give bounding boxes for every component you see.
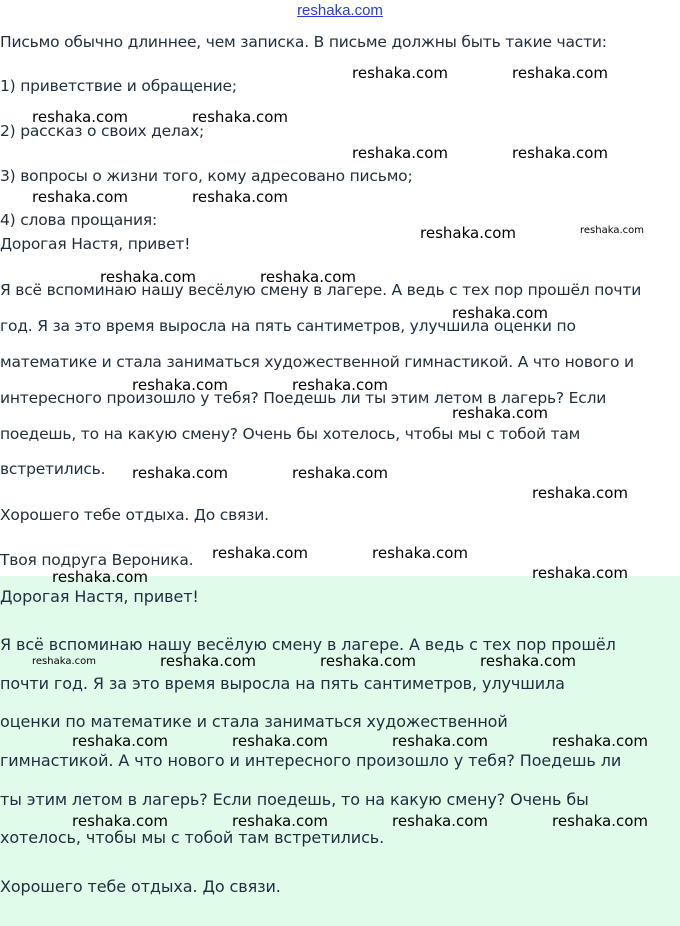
answer-line: гимнастикой. А что нового и интересного произошло у тебя? Поедешь ли <box>0 751 622 770</box>
watermark: reshaka.com <box>320 652 416 670</box>
answer-line: хотелось, чтобы мы с тобой там встретились. <box>0 828 385 847</box>
answer-line: почти год. Я за это время выросла на пять сантиметров, улучшила <box>0 674 565 693</box>
answer-closing: Хорошего тебе отдыха. До связи. <box>0 877 281 896</box>
answer-line: ты этим летом в лагерь? Если поедешь, то на какую смену? Очень бы <box>0 790 589 809</box>
watermark: reshaka.com <box>32 108 128 126</box>
letter-greeting: Дорогая Настя, привет! <box>0 235 191 253</box>
watermark: reshaka.com <box>32 656 96 667</box>
letter-line: интересного произошло у тебя? Поедешь ли ты этим летом в лагерь? Если <box>0 389 607 407</box>
task-part: 2) рассказ о своих делах; <box>0 122 205 140</box>
watermark: reshaka.com <box>532 484 628 502</box>
watermark: reshaka.com <box>132 464 228 482</box>
watermark: reshaka.com <box>52 568 148 586</box>
watermark: reshaka.com <box>72 732 168 750</box>
answer-line: Я всё вспоминаю нашу весёлую смену в лагере. А ведь с тех пор прошёл <box>0 635 616 654</box>
watermark: reshaka.com <box>352 144 448 162</box>
task-part: 3) вопросы о жизни того, кому адресовано письмо; <box>0 167 413 185</box>
watermark: reshaka.com <box>260 268 356 286</box>
watermark: reshaka.com <box>232 732 328 750</box>
watermark: reshaka.com <box>372 544 468 562</box>
watermark: reshaka.com <box>132 376 228 394</box>
watermark: reshaka.com <box>192 188 288 206</box>
watermark: reshaka.com <box>420 224 516 242</box>
watermark: reshaka.com <box>532 564 628 582</box>
watermark: reshaka.com <box>512 64 608 82</box>
watermark: reshaka.com <box>212 544 308 562</box>
watermark: reshaka.com <box>292 376 388 394</box>
watermark: reshaka.com <box>392 812 488 830</box>
letter-line: год. Я за это время выросла на пять сантиметров, улучшила оценки по <box>0 317 576 335</box>
watermark: reshaka.com <box>552 812 648 830</box>
watermark: reshaka.com <box>192 108 288 126</box>
watermark: reshaka.com <box>480 652 576 670</box>
letter-closing: Хорошего тебе отдыха. До связи. <box>0 506 269 524</box>
watermark: reshaka.com <box>452 404 548 422</box>
task-intro: Письмо обычно длиннее, чем записка. В письме должны быть такие части: <box>0 33 607 51</box>
task-part: 4) слова прощания: <box>0 211 158 229</box>
watermark: reshaka.com <box>232 812 328 830</box>
letter-line: встретились. <box>0 460 106 478</box>
answer-line: оценки по математике и стала заниматься художественной <box>0 712 508 731</box>
letter-line: поедешь, то на какую смену? Очень бы хотелось, чтобы мы с тобой там <box>0 425 581 443</box>
site-link[interactable]: reshaka.com <box>297 2 383 19</box>
watermark: reshaka.com <box>160 652 256 670</box>
letter-signature: Твоя подруга Вероника. <box>0 551 194 569</box>
watermark: reshaka.com <box>32 188 128 206</box>
letter-line: математике и стала заниматься художественной гимнастикой. А что нового и <box>0 353 634 371</box>
watermark: reshaka.com <box>292 464 388 482</box>
letter-line: Я всё вспоминаю нашу весёлую смену в лагере. А ведь с тех пор прошёл почти <box>0 281 642 299</box>
watermark: reshaka.com <box>100 268 196 286</box>
watermark: reshaka.com <box>352 64 448 82</box>
watermark: reshaka.com <box>452 304 548 322</box>
watermark: reshaka.com <box>512 144 608 162</box>
watermark: reshaka.com <box>392 732 488 750</box>
answer-greeting: Дорогая Настя, привет! <box>0 587 199 606</box>
watermark: reshaka.com <box>72 812 168 830</box>
watermark: reshaka.com <box>552 732 648 750</box>
task-part: 1) приветствие и обращение; <box>0 77 237 95</box>
watermark: reshaka.com <box>580 225 644 236</box>
